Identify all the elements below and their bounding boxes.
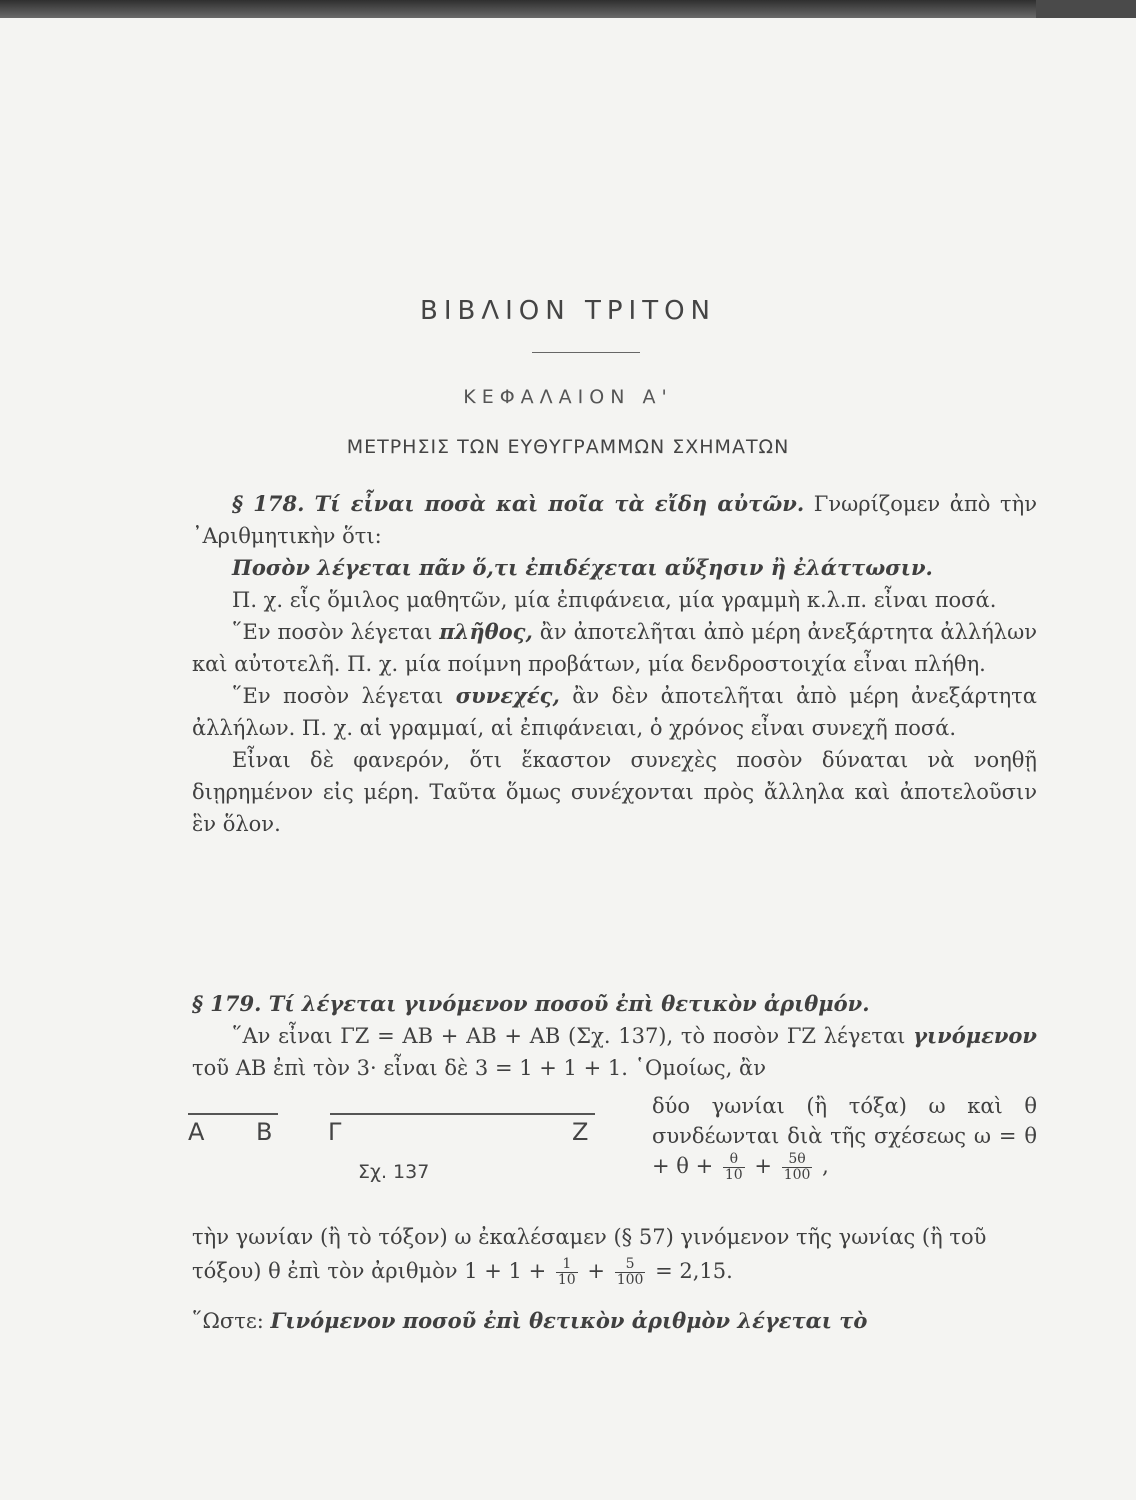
section-179-para-1	[192, 1020, 1037, 1084]
fraction-1-10	[556, 1257, 578, 1288]
label-z: Ζ	[572, 1118, 589, 1146]
section-179-heading: § 179. Τί λέγεται γινόμενον ποσοῦ ἐπὶ θετικὸν ἀριθμόν.	[192, 991, 870, 1016]
definition-text: Ποσὸν λέγεται πᾶν ὅ,τι ἐπιδέχεται αὔξησιν ἢ ἐλάττωσιν.	[232, 555, 933, 580]
section-179-tail	[192, 1220, 1037, 1338]
fraction-den: 10	[724, 1167, 743, 1183]
fraction-5theta-100	[782, 1152, 813, 1183]
chapter-heading: ΚΕΦΑΛΑΙΟΝ Α'	[463, 386, 673, 408]
plurality-paragraph	[192, 616, 1037, 680]
fraction-den: 10	[557, 1272, 576, 1288]
para-1-body: τοῦ ΑΒ ἐπὶ τὸν 3· εἶναι δὲ 3 = 1 + 1 + 1. ῾Ομοίως, ἂν	[192, 1056, 766, 1080]
fraction-den: 100	[616, 1272, 644, 1288]
fraction-num: 1	[556, 1257, 578, 1273]
quantity-example: Π. χ. εἷς ὅμιλος μαθητῶν, μία ἐπιφάνεια, μία γραμμὴ κ.λ.π. εἶναι ποσά.	[232, 588, 997, 612]
section-178	[192, 488, 1037, 840]
para-2-text: δύο γωνίαι (ἢ τόξα) ω καὶ θ συνδέωνται διὰ τῆς σχέσεως ω = θ + θ +	[652, 1094, 1037, 1178]
title-divider	[532, 352, 640, 353]
plurality-term: πλῆθος,	[439, 619, 533, 644]
section-178-intro: Γνωρίζομεν ἀπὸ τὴν ᾿Αριθμητικὴν ὅτι:	[192, 492, 1037, 548]
fraction-num: θ	[723, 1152, 745, 1168]
figure-caption: Σχ. 137	[358, 1161, 430, 1183]
plus-sign: +	[587, 1259, 605, 1283]
page-top-edge	[0, 0, 1136, 18]
label-b: Β	[256, 1118, 273, 1146]
product-term: γινόμενον	[913, 1023, 1037, 1048]
conclusion-definition: Γινόμενον ποσοῦ ἐπὶ θετικὸν ἀριθμὸν λέγεται τὸ	[270, 1308, 868, 1333]
section-178-heading: § 178. Τί εἶναι ποσὰ καὶ ποῖα τὰ εἴδη αὐτῶν.	[232, 491, 805, 516]
continuous-lead: ῞Εν ποσὸν λέγεται	[232, 684, 444, 708]
para-2-end: ,	[822, 1154, 829, 1178]
quantity-definition	[192, 552, 1037, 584]
conclusion-line	[192, 1304, 1037, 1338]
para-3-end: = 2,15.	[655, 1259, 733, 1283]
fraction-den: 100	[783, 1167, 811, 1183]
remark-paragraph: Εἶναι δὲ φανερόν, ὅτι ἕκαστον συνεχὲς ποσὸν δύναται νὰ νοηθῇ διῃρημένον εἰς μέρη. Ταῦτα ὅμως συνέχονται πρὸς ἄλληλα καὶ ἀποτελοῦσιν ἓν ὅλον.	[192, 748, 1037, 836]
section-179	[192, 988, 1037, 1084]
fraction-num: 5θ	[782, 1152, 813, 1168]
book-title: ΒΙΒΛΙΟΝ ΤΡΙΤΟΝ	[420, 296, 716, 326]
fraction-5-100	[615, 1257, 646, 1288]
fraction-theta-10	[723, 1152, 745, 1183]
para-3-text: τὴν γωνίαν (ἢ τὸ τόξον) ω ἐκαλέσαμεν (§ 57) γινόμενον τῆς γωνίας (ἢ τοῦ τόξου) θ ἐπὶ τὸν ἀριθμὸν 1 + 1 +	[192, 1225, 987, 1283]
continuous-term: συνεχές,	[455, 683, 560, 708]
para-1-lead: ῞Αν εἶναι ΓΖ = ΑΒ + ΑΒ + ΑΒ (Σχ. 137), τὸ ποσὸν ΓΖ λέγεται	[232, 1024, 906, 1048]
section-179-heading-line	[192, 988, 1037, 1020]
label-a: Α	[188, 1118, 205, 1146]
plurality-body: ἂν ἀποτελῆται ἀπὸ μέρη ἀνεξάρτητα ἀλλήλων καὶ αὐτοτελῆ. Π. χ. μία ποίμνη προβάτων, μία δενδροστοιχία εἶναι πλήθη.	[192, 620, 1037, 676]
plurality-lead: ῞Εν ποσὸν λέγεται	[232, 620, 433, 644]
figure-side-text	[652, 1091, 1037, 1183]
conclusion-lead: ῞Ωστε:	[192, 1309, 264, 1333]
fraction-num: 5	[615, 1257, 646, 1273]
chapter-subtitle: ΜΕΤΡΗΣΙΣ ΤΩΝ ΕΥΘΥΓΡΑΜΜΩΝ ΣΧΗΜΑΤΩΝ	[346, 436, 790, 458]
plus-sign: +	[754, 1154, 772, 1178]
continuous-paragraph	[192, 680, 1037, 744]
figure-137	[180, 1098, 610, 1198]
section-179-para-3	[192, 1220, 1037, 1288]
continuous-body: ἂν δὲν ἀποτελῆται ἀπὸ μέρη ἀνεξάρτητα ἀλλήλων. Π. χ. αἱ γραμμαί, αἱ ἐπιφάνειαι, ὁ χρόνος εἶναι συνεχῆ ποσά.	[192, 684, 1037, 740]
label-g: Γ	[328, 1118, 342, 1146]
section-178-opening	[192, 488, 1037, 552]
